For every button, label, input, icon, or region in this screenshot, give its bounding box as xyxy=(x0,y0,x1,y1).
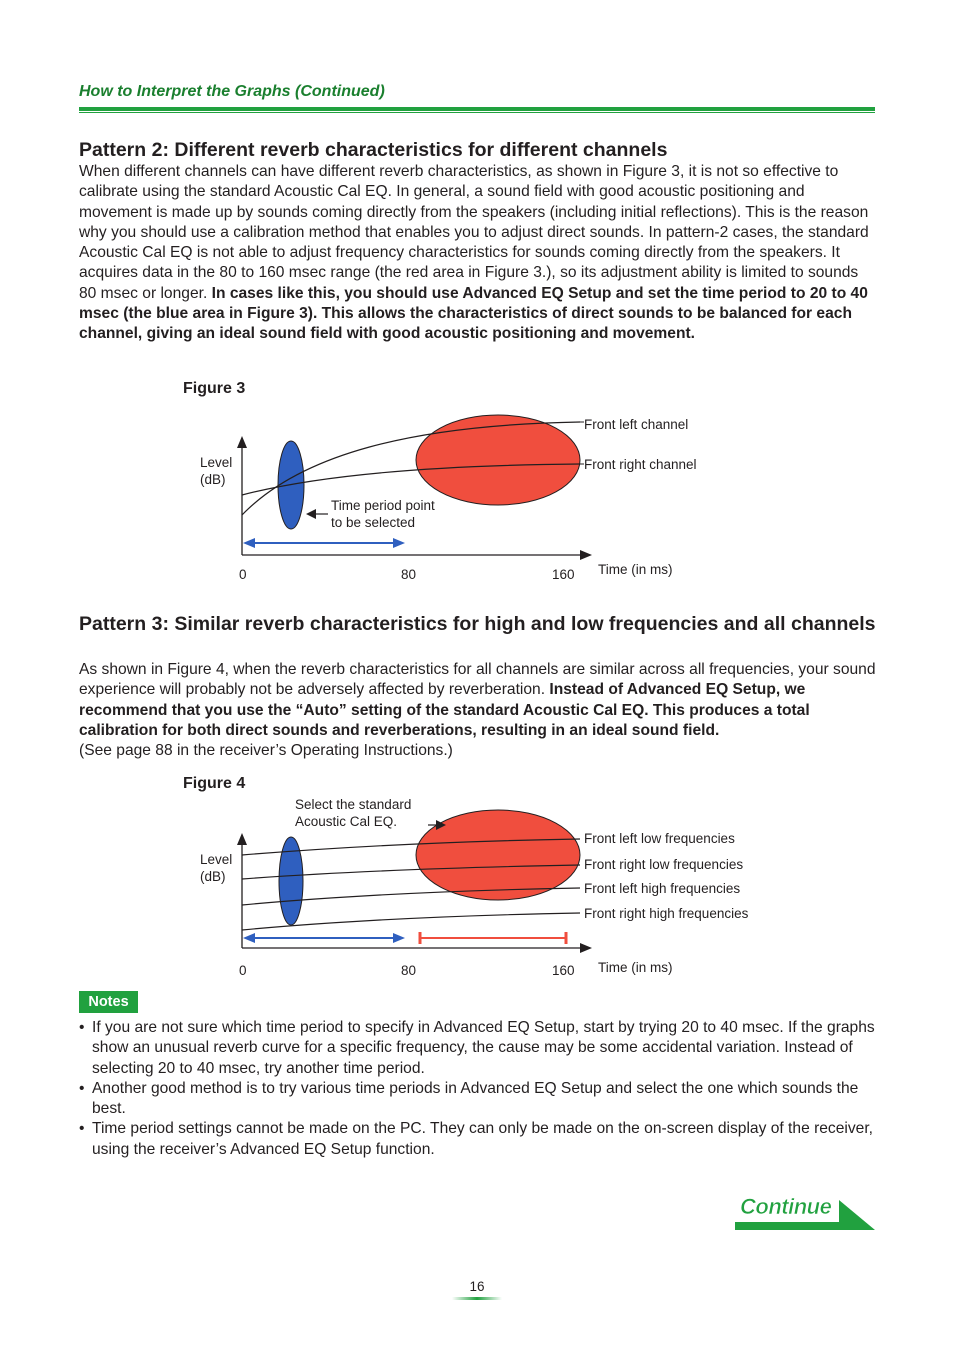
figure3-ylabel xyxy=(200,454,232,488)
figure4-annotation xyxy=(295,796,411,830)
figure4-ylabel-line2: (dB) xyxy=(200,869,226,884)
figure4-red-range xyxy=(420,932,566,944)
note-item: • Time period settings cannot be made on the PC. They can only be made on the on-screen display of the receiver, using the receiver’s Advanced EQ Setup function. xyxy=(79,1119,879,1160)
section-title: How to Interpret the Graphs (Continued) xyxy=(79,83,385,100)
figure3-curve-label-1: Front left channel xyxy=(584,417,689,432)
pattern2-body-text: When different channels can have different reverb characteristics, as shown in Figure 3, it is not so effective to calibrate using the standard Acoustic Cal EQ. In general, a sound field with good acoustic positioning and movement is made up by sounds coming directly from the speakers (including initial reflections). This is the reason why you should use a calibration method that enables you to adjust direct sounds. In pattern-2 cases, the standard Acoustic Cal EQ is not able to adjust frequency characteristics for sounds coming directly from the speakers. It acquires data in the 80 to 160 msec range (the red area in Figure 3.), so its adjustment ability is limited to sounds 80 msec or longer. xyxy=(79,163,869,302)
pattern2-body-bold: In cases like this, you should use Advanced EQ Setup and set the time period to 20 to 40 msec (the blue area in Figure 3). This allows the characteristics of direct sounds to be balanced for each channel, giving an ideal sound field with good acoustic positioning and movement. xyxy=(79,284,868,343)
figure4-tick-0: 0 xyxy=(239,963,247,978)
page-number: 16 xyxy=(469,1279,485,1294)
figure4-annotation-line2: Acoustic Cal EQ. xyxy=(295,814,398,829)
figure4-ylabel xyxy=(200,851,232,885)
figure3-xlabel: Time (in ms) xyxy=(598,562,673,577)
figure3-ylabel-line1: Level xyxy=(200,455,233,470)
figure4-tick-80: 80 xyxy=(401,963,417,978)
pattern3-body-bold: Instead of Advanced EQ Setup, we recommend that you use the “Auto” setting of the standard Acoustic Cal EQ. This produces a total calibration for both direct sounds and reverberations, resulting in an ideal sound field. xyxy=(79,681,810,739)
pattern2-body xyxy=(79,162,879,345)
figure4-blue-range-arrow xyxy=(243,933,405,943)
header-divider xyxy=(79,107,875,111)
note-item: • If you are not sure which time period to specify in Advanced EQ Setup, start by trying 20 to 40 msec. If the graphs show an unusual reverb curve for a specific frequency, the cause may be some accidental variation. Instead of selecting 20 to 40 msec, try another time period. xyxy=(79,1018,879,1079)
figure3-annotation-arrow xyxy=(306,509,328,519)
figure3-range-arrow xyxy=(243,538,405,548)
pattern3-body xyxy=(79,660,879,761)
continue-button[interactable] xyxy=(735,1196,875,1232)
figure4-curve-label-4: Front right high frequencies xyxy=(584,906,749,921)
figure3-annotation xyxy=(331,497,435,531)
figure3-annotation-line2: to be selected xyxy=(331,515,416,530)
pattern2-heading: Pattern 2: Different reverb characteristics for different channels xyxy=(79,139,668,161)
figure3-red-area xyxy=(416,415,580,505)
figure3-curve-label-2: Front right channel xyxy=(584,457,697,472)
figure3-tick-0: 0 xyxy=(239,567,247,582)
pattern3-body-text: As shown in Figure 4, when the reverb characteristics for all channels are similar across all frequencies, your sound experience will probably not be adversely affected by reverberation. xyxy=(79,661,876,699)
figure4-tick-160: 160 xyxy=(552,963,575,978)
pattern3-body-reference: (See page 88 in the receiver’s Operating Instructions.) xyxy=(79,742,453,760)
notes-list xyxy=(79,1018,879,1160)
figure4-annotation-line1: Select the standard xyxy=(295,797,412,812)
figure3-tick-80: 80 xyxy=(401,567,417,582)
note-item: • Another good method is to try various time periods in Advanced EQ Setup and select the one which sounds the best. xyxy=(79,1079,879,1120)
figure4-curve-label-1: Front left low frequencies xyxy=(584,831,735,846)
figure3-annotation-line1: Time period point xyxy=(331,498,435,513)
pattern3-heading: Pattern 3: Similar reverb characteristics for high and low frequencies and all channels xyxy=(79,613,876,635)
figure4-xlabel: Time (in ms) xyxy=(598,960,673,975)
figure3-tick-160: 160 xyxy=(552,567,575,582)
figure4-ylabel-line1: Level xyxy=(200,852,233,867)
figure4-label: Figure 4 xyxy=(183,775,246,792)
notes-badge: Notes xyxy=(79,991,138,1013)
figure4-curve-label-3: Front left high frequencies xyxy=(584,881,741,896)
header-divider-thin xyxy=(79,112,875,113)
page-number-underline xyxy=(452,1297,502,1300)
figure4-curve-label-2: Front right low frequencies xyxy=(584,857,744,872)
figure3-ylabel-line2: (dB) xyxy=(200,472,226,487)
continue-label: Continue xyxy=(740,1194,832,1219)
figure3-label: Figure 3 xyxy=(183,380,246,397)
